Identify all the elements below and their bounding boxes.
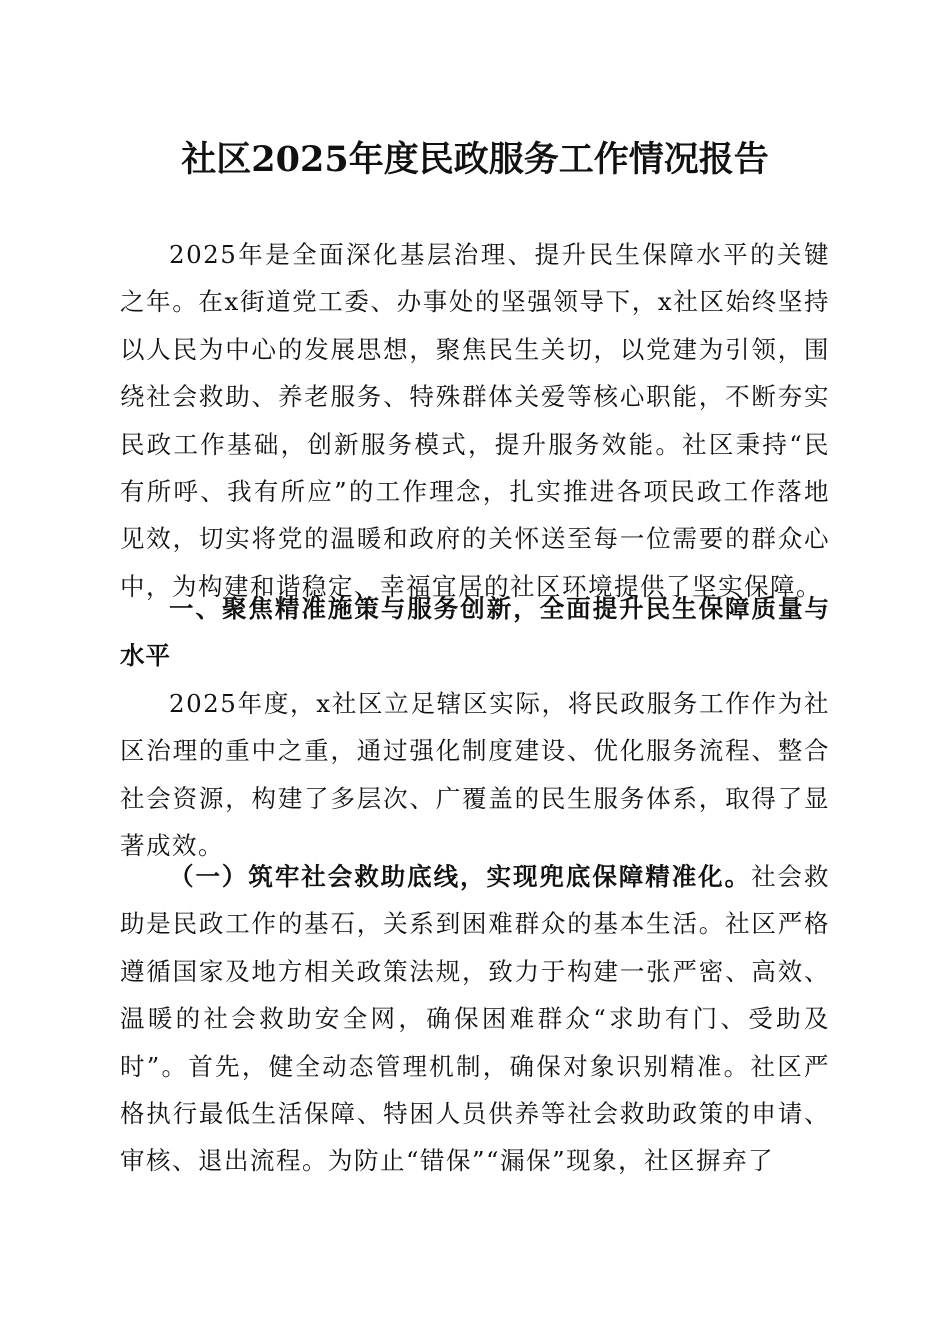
document-title: 社区2025年度民政服务工作情况报告 bbox=[181, 139, 769, 180]
section-1-paragraph: 2025年度，x社区立足辖区实际，将民政服务工作作为社区治理的重中之重，通过强化制度建设、优化服务流程、整合社会资源，构建了多层次、广覆盖的民生服务体系，取得了显著成效。 bbox=[120, 689, 830, 861]
subsection-heading-1: （一）筑牢社会救助底线，实现兜底保障精准化。 bbox=[169, 862, 752, 891]
intro-paragraph: 2025年是全面深化基层治理、提升民生保障水平的关键之年。在x街道党工委、办事处的坚强领导下，x社区始终坚持以人民为中心的发展思想，聚焦民生关切，以党建为引领，围绕社会救助、养老服务、特殊群体关爱等核心职能，不断夯实民政工作基础，创新服务模式，提升服务效能。社区秉持“民有所呼、我有所应”的工作理念，扎实推进各项民政工作落地见效，切实将党的温暖和政府的关怀送至每一位需要的群众心中，为构建和谐稳定、幸福宜居的社区环境提供了坚实保障。 bbox=[120, 240, 830, 601]
subsection-1-paragraph bbox=[120, 853, 830, 1185]
subsection-1-body: 社会救助是民政工作的基石，关系到困难群众的基本生活。社区严格遵循国家及地方相关政策法规，致力于构建一张严密、高效、温暖的社会救助安全网，确保困难群众“求助有门、受助及时”。首先，健全动态管理机制，确保对象识别精准。社区严格执行最低生活保障、特困人员供养等社会救助政策的申请、审核、退出流程。为防止“错保”“漏保”现象，社区摒弃了 bbox=[120, 862, 831, 1176]
section-heading-1: 一、聚焦精准施策与服务创新，全面提升民生保障质量与水平 bbox=[120, 594, 830, 671]
